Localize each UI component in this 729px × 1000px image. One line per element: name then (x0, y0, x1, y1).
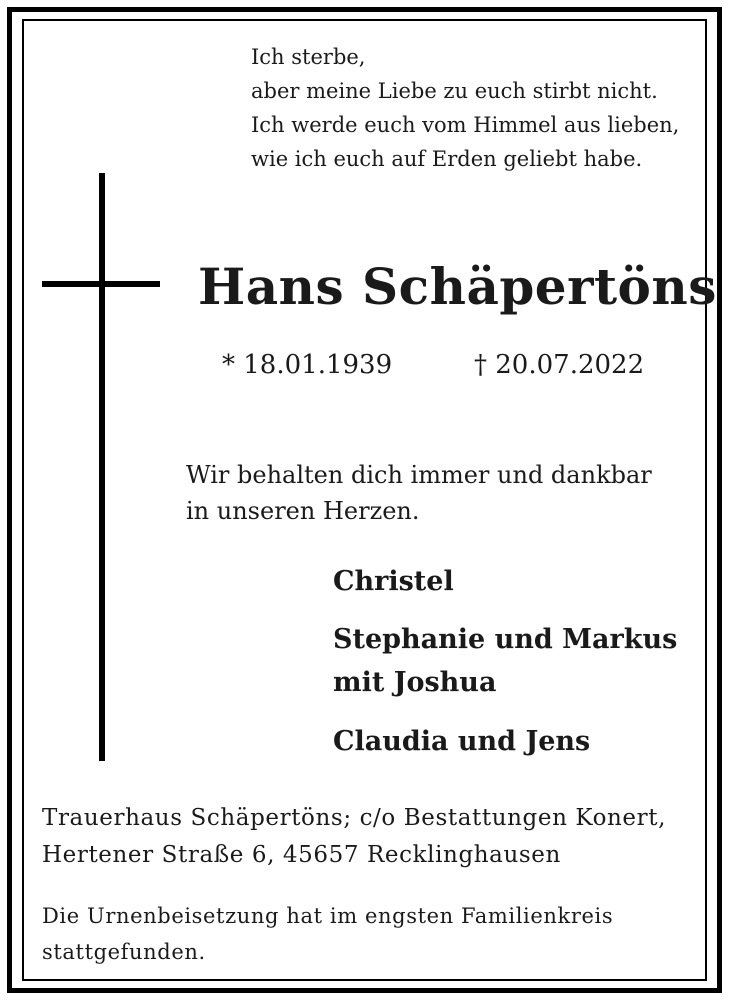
cross-horizontal-bar (42, 281, 160, 287)
memorial-line: in unseren Herzen. (186, 497, 420, 525)
address-line: Hertener Straße 6, 45657 Recklinghausen (42, 842, 561, 868)
family-member: Christel (333, 566, 454, 597)
note-line: stattgefunden. (42, 940, 206, 964)
deceased-name: Hans Schäpertöns (198, 257, 717, 316)
birth-date: * 18.01.1939 (222, 350, 393, 380)
poem-line: aber meine Liebe zu euch stirbt nicht. (251, 79, 658, 103)
memorial-text (186, 457, 652, 529)
mourning-house-address (42, 800, 666, 874)
poem-line: wie ich euch auf Erden geliebt habe. (251, 147, 643, 171)
burial-note (42, 898, 613, 970)
family-member: Stephanie und Markus (333, 624, 678, 655)
poem-line: Ich sterbe, (251, 45, 366, 69)
poem (251, 40, 679, 176)
cross-vertical-bar (99, 173, 105, 761)
memorial-line: Wir behalten dich immer und dankbar (186, 461, 652, 489)
family-member: mit Joshua (333, 667, 497, 698)
poem-line: Ich werde euch vom Himmel aus lieben, (251, 113, 680, 137)
address-line: Trauerhaus Schäpertöns; c/o Bestattungen Konert, (42, 805, 666, 831)
note-line: Die Urnenbeisetzung hat im engsten Familienkreis (42, 904, 614, 928)
death-date: † 20.07.2022 (474, 350, 645, 380)
family-member: Claudia und Jens (333, 726, 591, 757)
